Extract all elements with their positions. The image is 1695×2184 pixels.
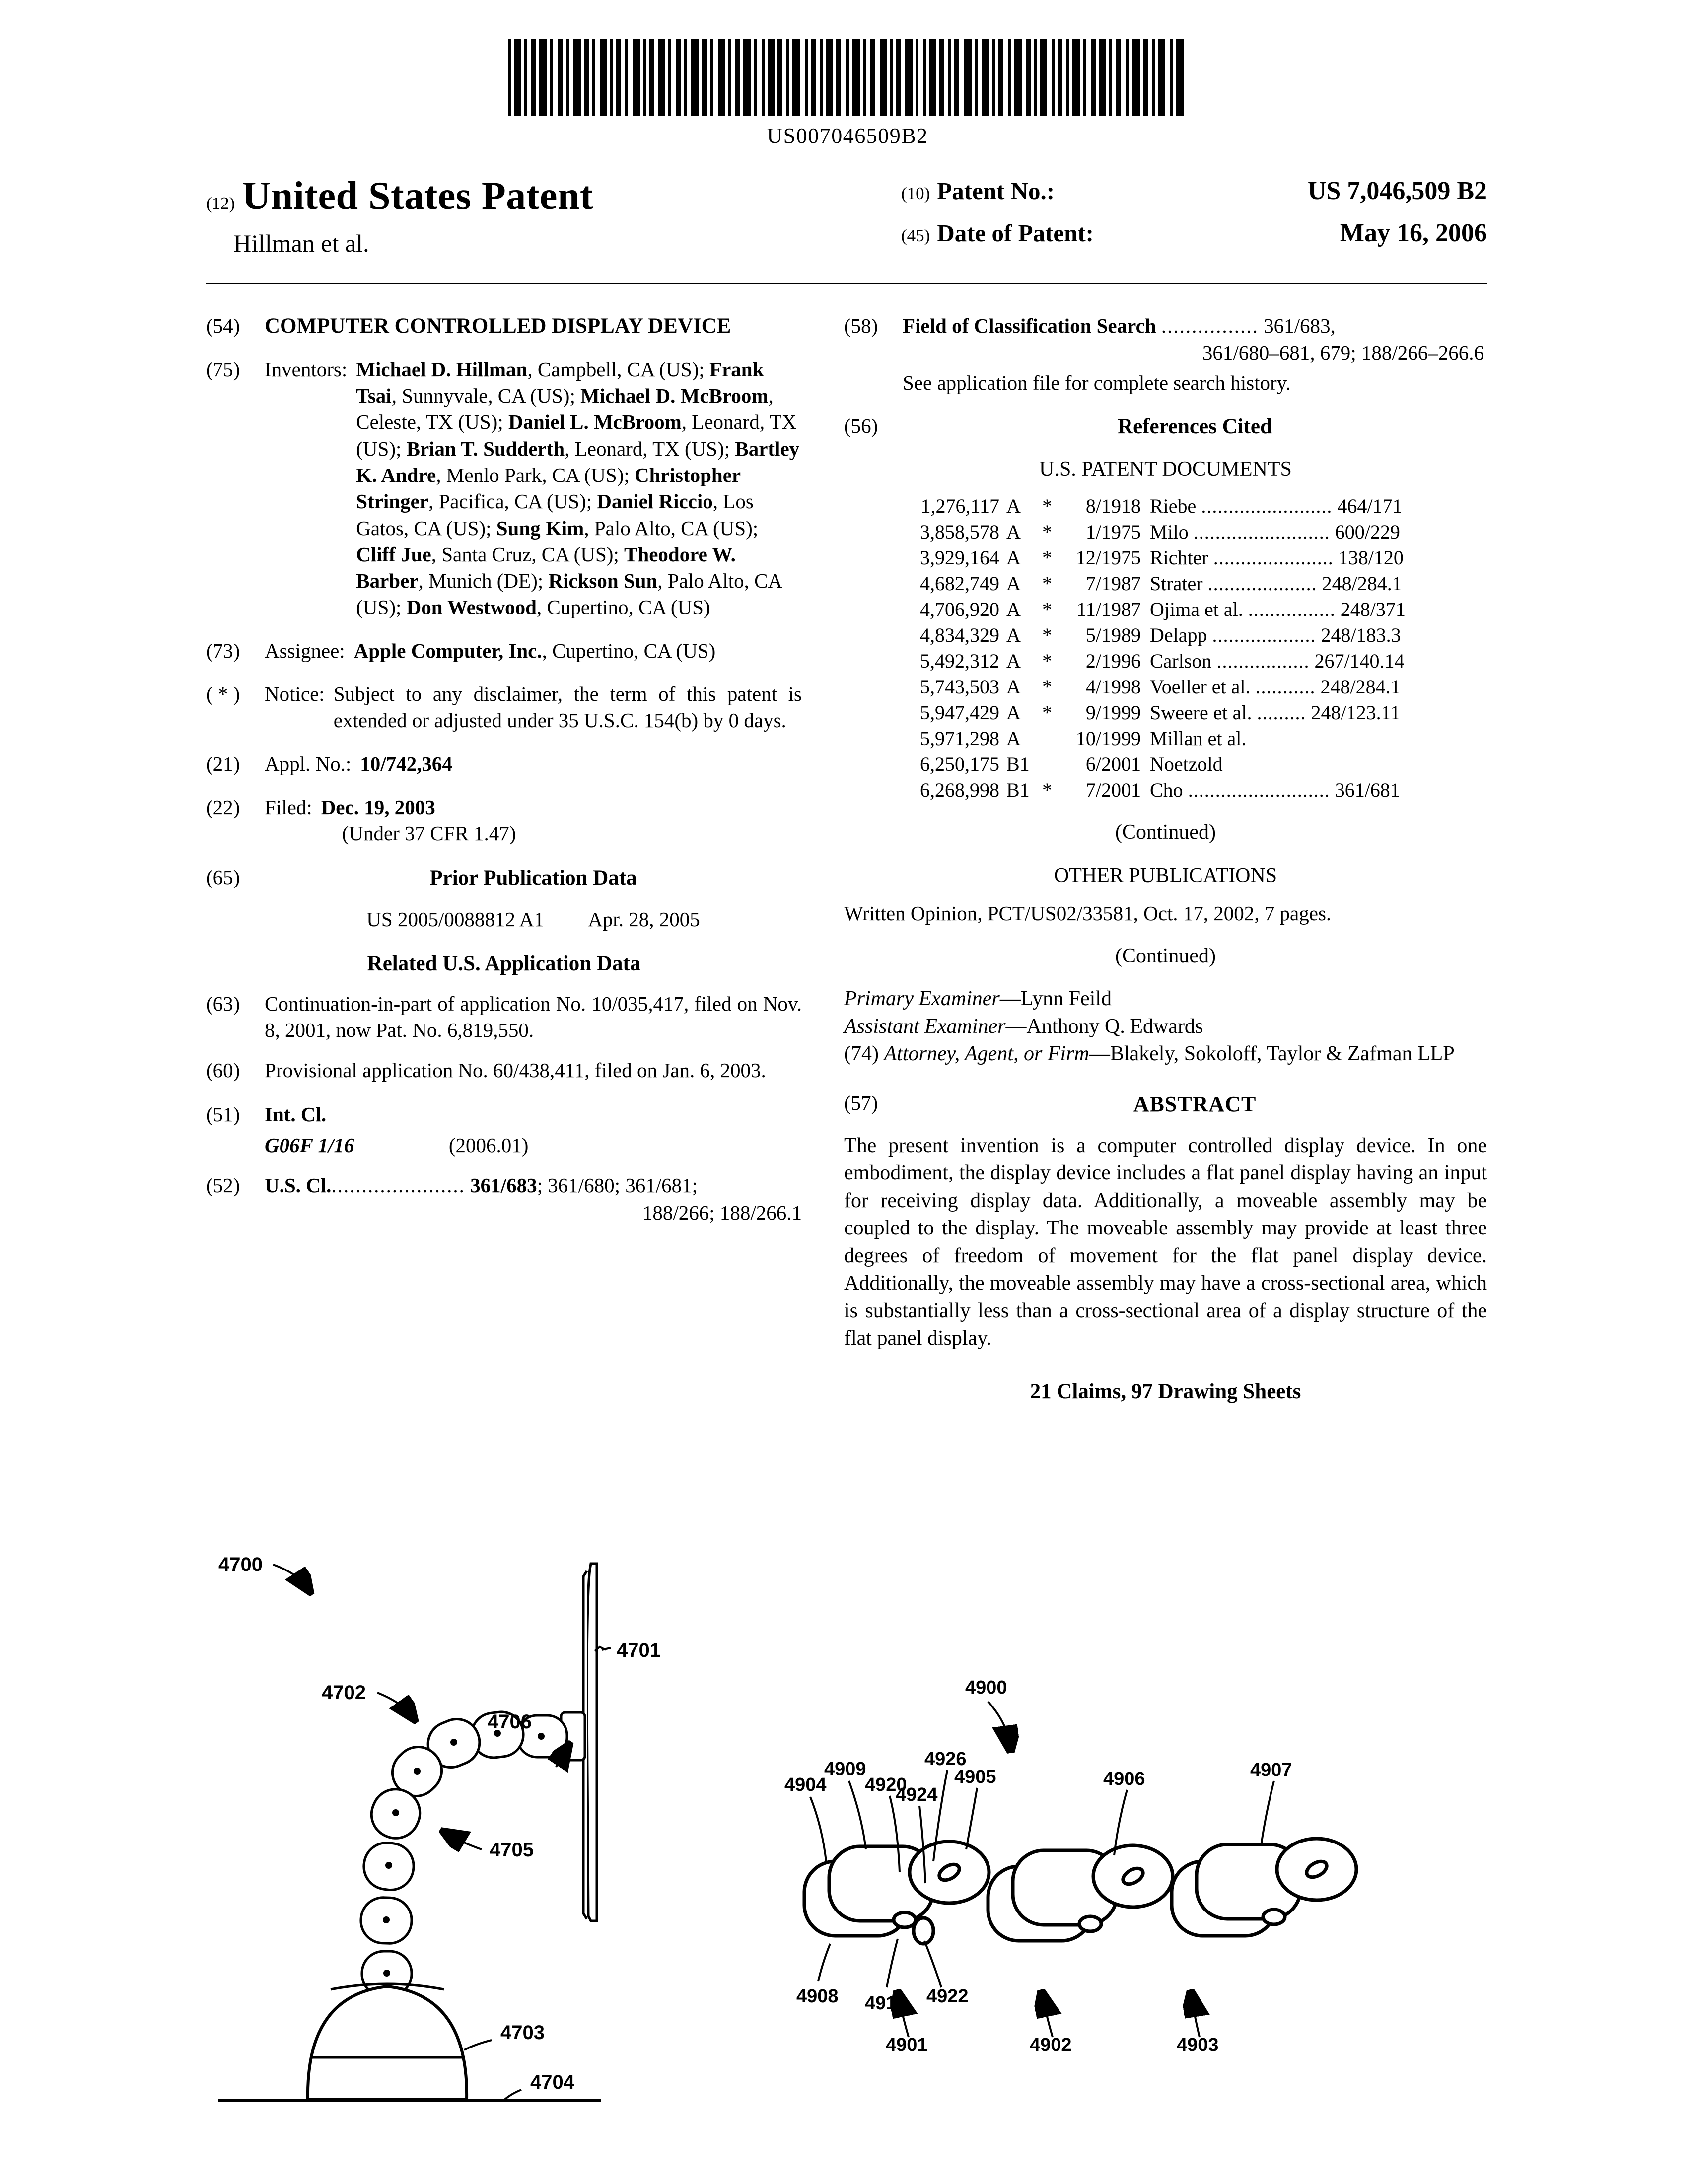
inventor-location: , Celeste, TX (US); xyxy=(356,384,774,434)
label-4920: 4920 xyxy=(865,1774,907,1795)
citation-patent-number: 5,492,312 xyxy=(920,650,999,673)
citation-date: 7/2001 xyxy=(1085,779,1141,802)
related-60-entry xyxy=(206,1057,802,1084)
assignee-label: Assignee: xyxy=(265,639,345,662)
us-cl-dots: ...................... xyxy=(331,1174,465,1197)
citation-patent-number: 4,834,329 xyxy=(920,624,999,647)
citation-patent-number: 6,268,998 xyxy=(920,779,999,802)
label-4704: 4704 xyxy=(530,2071,574,2093)
label-4703: 4703 xyxy=(500,2022,545,2044)
citation-kind-code: A xyxy=(1006,650,1021,673)
int-cl-group xyxy=(265,1101,802,1159)
filed-value: Dec. 19, 2003 xyxy=(321,795,435,819)
citation-kind-code: A xyxy=(1006,727,1021,750)
patent-header xyxy=(206,176,1487,261)
us-cl-entry xyxy=(206,1172,802,1227)
inventors-label: Inventors: xyxy=(265,357,348,381)
code-45: (45) xyxy=(901,226,930,245)
applicant-name: Hillman et al. xyxy=(233,229,369,257)
citation-name: Sweere et al. ......... 248/123.11 xyxy=(1150,701,1401,724)
citation-name: Cho .......................... 361/681 xyxy=(1150,779,1400,802)
code-star: ( * ) xyxy=(206,682,240,706)
citation-date: 8/1918 xyxy=(1085,495,1141,518)
code-73: (73) xyxy=(206,639,240,662)
references-entry xyxy=(844,413,1487,441)
citation-patent-number: 4,706,920 xyxy=(920,598,999,621)
field-search-line-1 xyxy=(903,313,1487,339)
code-10: (10) xyxy=(901,184,930,203)
label-4908: 4908 xyxy=(796,1986,839,2007)
int-cl-row xyxy=(265,1132,802,1159)
prior-pub-date: Apr. 28, 2005 xyxy=(588,908,700,931)
field-search-note: See application file for complete search history. xyxy=(903,371,1291,394)
citation-name: Carlson ................. 267/140.14 xyxy=(1150,650,1405,673)
field-search-dots: ................ xyxy=(1161,314,1259,337)
citation-date: 12/1975 xyxy=(1075,546,1141,569)
patent-number: US 7,046,509 B2 xyxy=(1307,177,1487,205)
filed-value-group xyxy=(321,794,802,847)
citation-asterisk: * xyxy=(1042,598,1052,621)
citation-dots: ........................ xyxy=(1201,495,1333,518)
citation-row xyxy=(886,571,1487,597)
filed-note: (Under 37 CFR 1.47) xyxy=(342,822,516,845)
code-51: (51) xyxy=(206,1103,240,1126)
field-search-group xyxy=(903,313,1487,396)
label-4910: 4910 xyxy=(865,1993,907,2014)
primary-examiner-label: Primary Examiner xyxy=(844,987,1000,1011)
label-4901: 4901 xyxy=(886,2035,928,2055)
filed-label: Filed: xyxy=(265,795,312,819)
citation-name: Strater .................... 248/284.1 xyxy=(1150,572,1402,595)
us-cl-line-1 xyxy=(265,1172,802,1199)
patent-no-label: Patent No.: xyxy=(937,177,1055,205)
citation-kind-code: A xyxy=(1006,598,1021,621)
citation-patent-number: 5,743,503 xyxy=(920,676,999,698)
code-54: (54) xyxy=(206,314,240,337)
label-4924: 4924 xyxy=(896,1784,938,1805)
label-4906: 4906 xyxy=(1103,1769,1145,1789)
citation-class: 138/120 xyxy=(1338,546,1404,569)
inventor-name: Christopher Stringer xyxy=(356,463,741,513)
prior-pub-row xyxy=(265,906,802,933)
label-4902: 4902 xyxy=(1030,2035,1072,2055)
articulated-arm xyxy=(360,1709,567,1996)
filed-entry xyxy=(206,794,802,847)
citation-name: Noetzold xyxy=(1150,753,1223,776)
abstract-head-group xyxy=(903,1090,1487,1118)
label-4705: 4705 xyxy=(490,1839,534,1861)
header-divider xyxy=(206,283,1487,284)
inventor-name: Michael D. Hillman xyxy=(356,357,528,381)
invention-title-entry xyxy=(206,313,802,340)
label-4907: 4907 xyxy=(1250,1760,1292,1780)
citation-name: Ojima et al. ................ 248/371 xyxy=(1150,598,1406,621)
citation-date: 4/1998 xyxy=(1085,676,1141,698)
inventor-location: , Leonard, TX (US); xyxy=(356,410,797,460)
assistant-examiner-name: —Anthony Q. Edwards xyxy=(1005,1015,1203,1038)
citation-asterisk: * xyxy=(1042,676,1052,698)
inventors-list xyxy=(356,356,802,621)
us-cl-rest: ; 361/680; 361/681; xyxy=(537,1174,698,1197)
int-cl-entry xyxy=(206,1101,802,1159)
citation-date: 6/2001 xyxy=(1085,753,1141,776)
citation-name: Milo ......................... 600/229 xyxy=(1150,521,1400,544)
citation-row xyxy=(886,700,1487,726)
citation-row xyxy=(886,726,1487,751)
label-4900: 4900 xyxy=(965,1677,1007,1698)
citation-name: Richter ...................... 138/120 xyxy=(1150,546,1404,569)
notice-entry xyxy=(206,681,802,734)
citation-kind-code: A xyxy=(1006,572,1021,595)
citation-asterisk: * xyxy=(1042,650,1052,673)
appl-no-label: Appl. No.: xyxy=(265,752,352,775)
int-cl-label: Int. Cl. xyxy=(265,1103,327,1126)
code-21: (21) xyxy=(206,752,240,775)
barcode-block xyxy=(0,35,1695,148)
citation-asterisk: * xyxy=(1042,495,1052,518)
citation-date: 5/1989 xyxy=(1085,624,1141,647)
citation-date: 1/1975 xyxy=(1085,521,1141,544)
citation-dots: .......................... xyxy=(1188,779,1330,802)
citation-class: 361/681 xyxy=(1335,779,1400,802)
code-60: (60) xyxy=(206,1059,240,1082)
related-60-text: Provisional application No. 60/438,411, filed on Jan. 6, 2003. xyxy=(265,1059,766,1082)
label-4706: 4706 xyxy=(488,1711,532,1733)
abstract-entry xyxy=(844,1090,1487,1118)
citation-asterisk: * xyxy=(1042,521,1052,544)
citation-row xyxy=(886,622,1487,648)
citation-row xyxy=(886,648,1487,674)
appl-no-entry xyxy=(206,751,802,777)
prior-pub-entry xyxy=(206,864,802,933)
assignee-entry xyxy=(206,638,802,664)
citation-date: 10/1999 xyxy=(1075,727,1141,750)
base-dome xyxy=(308,1986,467,2100)
figure-right xyxy=(775,1648,1420,2055)
us-patent-docs-heading: U.S. PATENT DOCUMENTS xyxy=(1039,457,1292,480)
assignee-name: Apple Computer, Inc. xyxy=(353,639,542,662)
barcode-number: US007046509B2 xyxy=(767,124,928,148)
prior-pub-group xyxy=(265,864,802,933)
inventor-location: , Cupertino, CA (US) xyxy=(537,596,710,619)
figure-left xyxy=(213,1534,760,2149)
citation-name: Riebe ........................ 464/171 xyxy=(1150,495,1403,518)
other-publication-item: Written Opinion, PCT/US02/33581, Oct. 17, 2002, 7 pages. xyxy=(844,901,1332,925)
label-4909: 4909 xyxy=(824,1759,866,1779)
citation-patent-number: 5,947,429 xyxy=(920,701,999,724)
citation-kind-code: A xyxy=(1006,701,1021,724)
citation-kind-code: B1 xyxy=(1006,779,1030,802)
citation-class: 248/123.11 xyxy=(1311,701,1401,724)
notice-label: Notice: xyxy=(265,682,325,706)
label-4700: 4700 xyxy=(218,1554,263,1575)
label-4922: 4922 xyxy=(926,1986,969,2007)
references-group xyxy=(903,413,1487,441)
inventor-location: , Munich (DE); xyxy=(418,569,549,593)
label-4905: 4905 xyxy=(954,1767,996,1787)
citation-dots: ................. xyxy=(1216,650,1310,673)
abstract-heading: ABSTRACT xyxy=(1133,1092,1257,1116)
inventor-name: Sung Kim xyxy=(496,516,584,540)
citation-dots: ........... xyxy=(1255,676,1316,698)
assignee-value xyxy=(354,638,802,664)
abstract-text: The present invention is a computer controlled display device. In one embodiment, the display device includes a flat panel display having an input for receiving display data. Additionally, a moveable assembly may be coupled to the display. The moveable assembly may provide at least three degrees of freedom of movement for the flat panel display device. Additionally, the moveable assembly may have a cross-sectional area, which is substantially less than a cross-sectional area of a display structure of the flat panel display. xyxy=(844,1134,1487,1350)
citation-kind-code: A xyxy=(1006,624,1021,647)
citation-kind-code: A xyxy=(1006,546,1021,569)
citation-class: 248/284.1 xyxy=(1320,676,1401,698)
inventor-location: , Menlo Park, CA (US); xyxy=(436,463,635,486)
display-panel xyxy=(587,1564,597,1921)
citation-class: 600/229 xyxy=(1335,521,1400,544)
citation-row xyxy=(886,545,1487,571)
citation-class: 248/284.1 xyxy=(1322,572,1402,595)
inventor-location: , Leonard, TX (US); xyxy=(565,437,735,460)
page-title: United States Patent xyxy=(242,174,594,218)
left-column xyxy=(206,313,802,1240)
date-of-patent: May 16, 2006 xyxy=(1340,219,1487,247)
code-75: (75) xyxy=(206,357,240,381)
citation-row xyxy=(886,597,1487,622)
citation-dots: ......................... xyxy=(1193,521,1330,544)
citation-class: 248/371 xyxy=(1340,598,1406,621)
field-search-line-2: 361/680–681, 679; 188/266–266.6 xyxy=(1202,341,1484,365)
field-search-entry xyxy=(844,313,1487,396)
citation-asterisk: * xyxy=(1042,546,1052,569)
citation-class: 248/183.3 xyxy=(1321,624,1401,647)
appl-no-value: 10/742,364 xyxy=(360,752,452,775)
citation-row xyxy=(886,751,1487,777)
citation-asterisk: * xyxy=(1042,572,1052,595)
inventor-location: , Palo Alto, CA (US); xyxy=(356,569,781,619)
inventor-name: Rickson Sun xyxy=(548,569,658,593)
int-cl-class: G06F 1/16 xyxy=(265,1133,354,1157)
inventor-name: Michael D. McBroom xyxy=(580,384,769,408)
continued-marker-1: (Continued) xyxy=(1115,821,1216,844)
inventor-name: Brian T. Sudderth xyxy=(406,437,565,460)
citation-dots: ................ xyxy=(1248,598,1336,621)
right-column xyxy=(844,313,1487,1406)
code-56: (56) xyxy=(844,414,878,437)
citation-kind-code: A xyxy=(1006,676,1021,698)
inventors-entry xyxy=(206,356,802,621)
assignee-place: , Cupertino, CA (US) xyxy=(542,639,716,662)
citation-patent-number: 3,858,578 xyxy=(920,521,999,544)
citation-dots: .................... xyxy=(1207,572,1317,595)
attorney-row xyxy=(844,1040,1487,1068)
code-65: (65) xyxy=(206,865,240,888)
barcode-image xyxy=(508,39,1187,116)
code-57: (57) xyxy=(844,1091,878,1114)
header-right xyxy=(901,176,1487,261)
continued-marker-2: (Continued) xyxy=(1115,944,1216,967)
claims-sheets-line: 21 Claims, 97 Drawing Sheets xyxy=(1030,1380,1301,1404)
examiner-block xyxy=(844,985,1487,1068)
prior-pub-heading: Prior Publication Data xyxy=(429,866,637,889)
inventor-name: Don Westwood xyxy=(406,596,537,619)
primary-examiner-name: —Lynn Feild xyxy=(999,987,1112,1011)
primary-examiner-row xyxy=(844,985,1487,1013)
code-58: (58) xyxy=(844,314,878,337)
code-12: (12) xyxy=(206,194,235,213)
inventor-name: Daniel L. McBroom xyxy=(508,410,682,434)
citation-dots: ...................... xyxy=(1213,546,1334,569)
citation-date: 7/1987 xyxy=(1085,572,1141,595)
us-cl-group xyxy=(265,1172,802,1227)
citation-name: Millan et al. xyxy=(1150,727,1247,750)
notice-text: Subject to any disclaimer, the term of this patent is extended or adjusted under 35 U.S.C. 154(b) by 0 days. xyxy=(333,682,802,732)
citation-patent-number: 1,276,117 xyxy=(920,495,999,518)
inventor-name: Daniel Riccio xyxy=(597,490,713,513)
chain-link-assembly xyxy=(804,1839,1356,1944)
citation-name: Voeller et al. ........... 248/284.1 xyxy=(1150,676,1401,698)
assistant-examiner-label: Assistant Examiner xyxy=(844,1015,1006,1038)
citation-dots: ......... xyxy=(1257,701,1306,724)
code-63: (63) xyxy=(206,992,240,1015)
citation-patent-number: 3,929,164 xyxy=(920,546,999,569)
citation-row xyxy=(886,674,1487,700)
field-search-first: 361/683, xyxy=(1264,314,1336,337)
label-4702: 4702 xyxy=(322,1682,366,1704)
citation-class: 267/140.14 xyxy=(1314,650,1405,673)
code-52: (52) xyxy=(206,1174,240,1197)
citation-asterisk: * xyxy=(1042,701,1052,724)
citation-asterisk: * xyxy=(1042,624,1052,647)
citation-dots: ................... xyxy=(1212,624,1316,647)
assistant-examiner-row xyxy=(844,1013,1487,1040)
other-publications-heading: OTHER PUBLICATIONS xyxy=(1054,864,1277,887)
label-4926: 4926 xyxy=(924,1749,967,1770)
inventor-location: , Pacifica, CA (US); xyxy=(428,490,597,513)
citation-asterisk: * xyxy=(1042,779,1052,802)
citation-name: Delapp ................... 248/183.3 xyxy=(1150,624,1401,647)
prior-pub-number: US 2005/0088812 A1 xyxy=(366,908,544,931)
citations-table xyxy=(886,493,1487,803)
inventor-location: , Santa Cruz, CA (US); xyxy=(431,543,625,566)
citation-date: 9/1999 xyxy=(1085,701,1141,724)
inventor-name: Bartley K. Andre xyxy=(356,437,800,486)
citation-patent-number: 5,971,298 xyxy=(920,727,999,750)
label-4903: 4903 xyxy=(1177,2035,1219,2055)
field-search-label: Field of Classification Search xyxy=(903,314,1156,337)
code-22: (22) xyxy=(206,795,240,819)
int-cl-version: (2006.01) xyxy=(448,1133,529,1157)
citation-kind-code: B1 xyxy=(1006,753,1030,776)
inventor-location: , Palo Alto, CA (US); xyxy=(584,516,759,540)
related-63-text: Continuation-in-part of application No. 10/035,417, filed on Nov. 8, 2001, now Pat. No. 6,819,550. xyxy=(265,992,802,1041)
inventor-location: , Los Gatos, CA (US); xyxy=(356,490,754,540)
inventor-name: Frank Tsai xyxy=(356,357,764,408)
attorney-name: —Blakely, Sokoloff, Taylor & Zafman LLP xyxy=(1089,1042,1455,1066)
related-63-entry xyxy=(206,991,802,1044)
citation-row xyxy=(886,493,1487,519)
references-heading: References Cited xyxy=(1118,414,1272,438)
inventor-location: , Campbell, CA (US); xyxy=(527,357,710,381)
us-cl-line-2: 188/266; 188/266.1 xyxy=(642,1201,802,1225)
citation-kind-code: A xyxy=(1006,521,1021,544)
inventor-name: Theodore W. Barber xyxy=(356,543,736,593)
citation-patent-number: 6,250,175 xyxy=(920,753,999,776)
us-cl-label: U.S. Cl. xyxy=(265,1174,332,1197)
citation-row xyxy=(886,777,1487,803)
citation-date: 11/1987 xyxy=(1076,598,1141,621)
date-of-patent-label: Date of Patent: xyxy=(937,219,1094,247)
citation-date: 2/1996 xyxy=(1085,650,1141,673)
invention-title: COMPUTER CONTROLLED DISPLAY DEVICE xyxy=(265,314,731,338)
us-cl-primary: 361/683 xyxy=(470,1174,537,1197)
attorney-label: Attorney, Agent, or Firm xyxy=(884,1042,1089,1066)
header-left xyxy=(206,176,847,258)
code-74: (74) xyxy=(844,1042,879,1066)
inventor-location: , Sunnyvale, CA (US); xyxy=(391,384,581,408)
inventor-name: Cliff Jue xyxy=(356,543,431,566)
citation-patent-number: 4,682,749 xyxy=(920,572,999,595)
citation-kind-code: A xyxy=(1006,495,1021,518)
label-4904: 4904 xyxy=(784,1774,827,1795)
related-app-heading: Related U.S. Application Data xyxy=(367,952,641,975)
citation-row xyxy=(886,519,1487,545)
citation-class: 464/171 xyxy=(1337,495,1403,518)
label-4701: 4701 xyxy=(617,1639,661,1661)
